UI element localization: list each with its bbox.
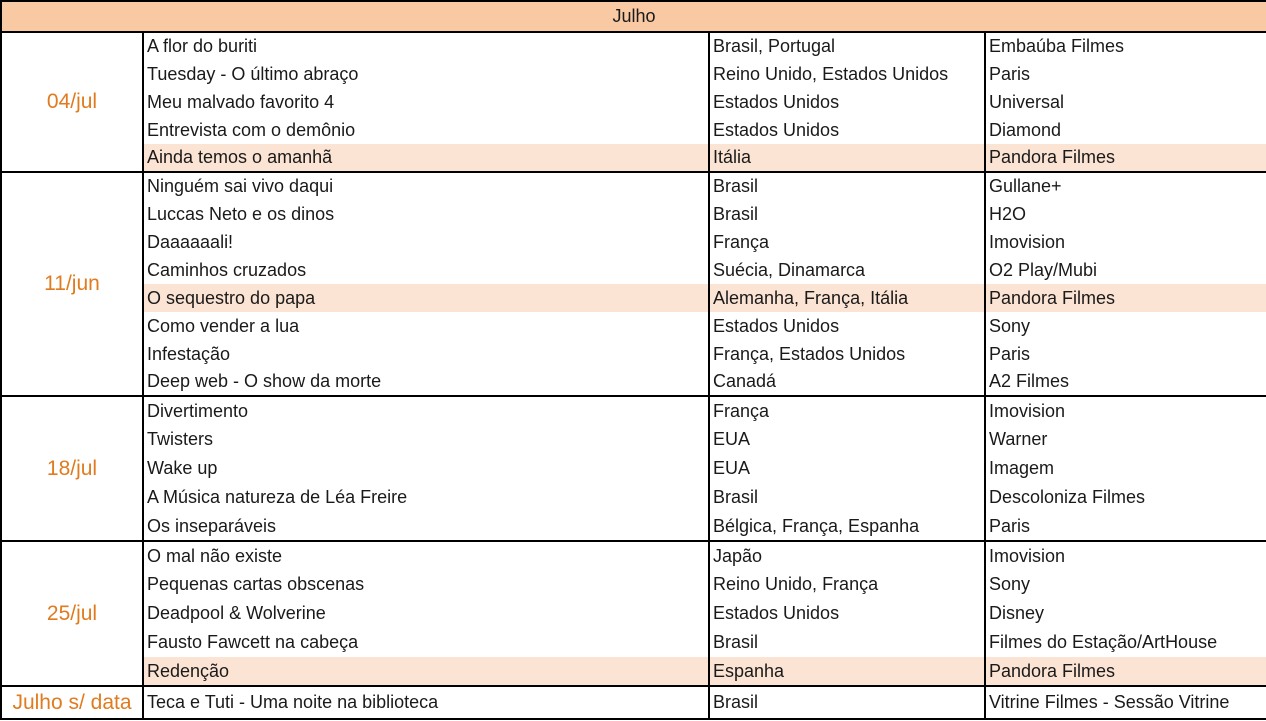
release-date: 18/jul — [1, 396, 143, 541]
movie-distributor: Imovision — [985, 541, 1266, 570]
movie-country: Brasil — [709, 200, 985, 228]
movie-title: O mal não existe — [143, 541, 709, 570]
movie-title: Wake up — [143, 454, 709, 483]
table-row — [1, 541, 1266, 570]
movie-distributor: Pandora Filmes — [985, 284, 1266, 312]
movie-country: Canadá — [709, 368, 985, 396]
movie-country: Brasil — [709, 686, 985, 719]
movie-distributor: O2 Play/Mubi — [985, 256, 1266, 284]
movie-country: Itália — [709, 144, 985, 172]
movie-country: França, Estados Unidos — [709, 340, 985, 368]
release-date: Julho s/ data — [1, 686, 143, 719]
table-row — [1, 686, 1266, 719]
movie-country: Reino Unido, Estados Unidos — [709, 60, 985, 88]
movie-country: Estados Unidos — [709, 116, 985, 144]
table-row — [1, 454, 1266, 483]
movie-distributor: Universal — [985, 88, 1266, 116]
table-row — [1, 256, 1266, 284]
table-row — [1, 116, 1266, 144]
movie-distributor: Sony — [985, 312, 1266, 340]
release-date: 11/jun — [1, 172, 143, 396]
movie-title: A Música natureza de Léa Freire — [143, 483, 709, 512]
movie-title: Como vender a lua — [143, 312, 709, 340]
movie-country: EUA — [709, 425, 985, 454]
movie-country: Brasil — [709, 483, 985, 512]
table-row — [1, 368, 1266, 396]
table-row — [1, 312, 1266, 340]
movie-country: Espanha — [709, 657, 985, 686]
release-group — [1, 172, 1266, 396]
release-date: 25/jul — [1, 541, 143, 686]
movie-country: Suécia, Dinamarca — [709, 256, 985, 284]
movie-title: O sequestro do papa — [143, 284, 709, 312]
table-row — [1, 228, 1266, 256]
movie-title: Infestação — [143, 340, 709, 368]
release-group — [1, 32, 1266, 172]
movie-title: Deep web - O show da morte — [143, 368, 709, 396]
movie-title: Luccas Neto e os dinos — [143, 200, 709, 228]
movie-title: Caminhos cruzados — [143, 256, 709, 284]
movie-title: Daaaaaali! — [143, 228, 709, 256]
movie-country: Bélgica, França, Espanha — [709, 512, 985, 541]
table-row — [1, 172, 1266, 200]
movie-country: Brasil, Portugal — [709, 32, 985, 60]
table-row — [1, 32, 1266, 60]
movie-distributor: H2O — [985, 200, 1266, 228]
movie-distributor: Warner — [985, 425, 1266, 454]
movie-distributor: Diamond — [985, 116, 1266, 144]
movie-country: Estados Unidos — [709, 599, 985, 628]
movie-distributor: Imovision — [985, 396, 1266, 425]
table-row-highlighted — [1, 144, 1266, 172]
movie-country: Estados Unidos — [709, 88, 985, 116]
movie-country: Alemanha, França, Itália — [709, 284, 985, 312]
table-row-highlighted — [1, 657, 1266, 686]
table-row — [1, 570, 1266, 599]
movie-distributor: Pandora Filmes — [985, 144, 1266, 172]
movie-distributor: Sony — [985, 570, 1266, 599]
table-row — [1, 396, 1266, 425]
movie-title: Teca e Tuti - Uma noite na biblioteca — [143, 686, 709, 719]
movie-title: Tuesday - O último abraço — [143, 60, 709, 88]
table-row — [1, 340, 1266, 368]
movie-title: Deadpool & Wolverine — [143, 599, 709, 628]
movie-title: A flor do buriti — [143, 32, 709, 60]
release-group — [1, 541, 1266, 686]
table-row — [1, 512, 1266, 541]
table-row — [1, 425, 1266, 454]
movie-distributor: Imovision — [985, 228, 1266, 256]
movie-distributor: Embaúba Filmes — [985, 32, 1266, 60]
movie-title: Divertimento — [143, 396, 709, 425]
movie-title: Entrevista com o demônio — [143, 116, 709, 144]
movie-country: Estados Unidos — [709, 312, 985, 340]
movie-title: Meu malvado favorito 4 — [143, 88, 709, 116]
movie-distributor: Pandora Filmes — [985, 657, 1266, 686]
movie-country: Japão — [709, 541, 985, 570]
movie-title: Ninguém sai vivo daqui — [143, 172, 709, 200]
movie-distributor: Paris — [985, 340, 1266, 368]
movie-country: França — [709, 228, 985, 256]
movie-title: Os inseparáveis — [143, 512, 709, 541]
movie-distributor: Vitrine Filmes - Sessão Vitrine — [985, 686, 1266, 719]
table-row — [1, 628, 1266, 657]
movie-title: Pequenas cartas obscenas — [143, 570, 709, 599]
movie-distributor: Disney — [985, 599, 1266, 628]
table-row — [1, 88, 1266, 116]
table-row-highlighted — [1, 284, 1266, 312]
movie-country: Brasil — [709, 628, 985, 657]
movie-title: Twisters — [143, 425, 709, 454]
movie-distributor: Paris — [985, 60, 1266, 88]
movie-country: EUA — [709, 454, 985, 483]
movie-distributor: Descoloniza Filmes — [985, 483, 1266, 512]
table-row — [1, 599, 1266, 628]
release-group — [1, 686, 1266, 719]
movie-distributor: Filmes do Estação/ArtHouse — [985, 628, 1266, 657]
movie-title: Ainda temos o amanhã — [143, 144, 709, 172]
movie-title: Fausto Fawcett na cabeça — [143, 628, 709, 657]
movie-country: França — [709, 396, 985, 425]
movie-title: Redenção — [143, 657, 709, 686]
movie-distributor: Gullane+ — [985, 172, 1266, 200]
table-row — [1, 60, 1266, 88]
movie-distributor: Paris — [985, 512, 1266, 541]
movie-country: Brasil — [709, 172, 985, 200]
movie-country: Reino Unido, França — [709, 570, 985, 599]
release-group — [1, 396, 1266, 541]
release-date: 04/jul — [1, 32, 143, 172]
movie-distributor: A2 Filmes — [985, 368, 1266, 396]
movie-distributor: Imagem — [985, 454, 1266, 483]
table-row — [1, 200, 1266, 228]
month-header: Julho — [1, 1, 1266, 32]
table-row — [1, 483, 1266, 512]
